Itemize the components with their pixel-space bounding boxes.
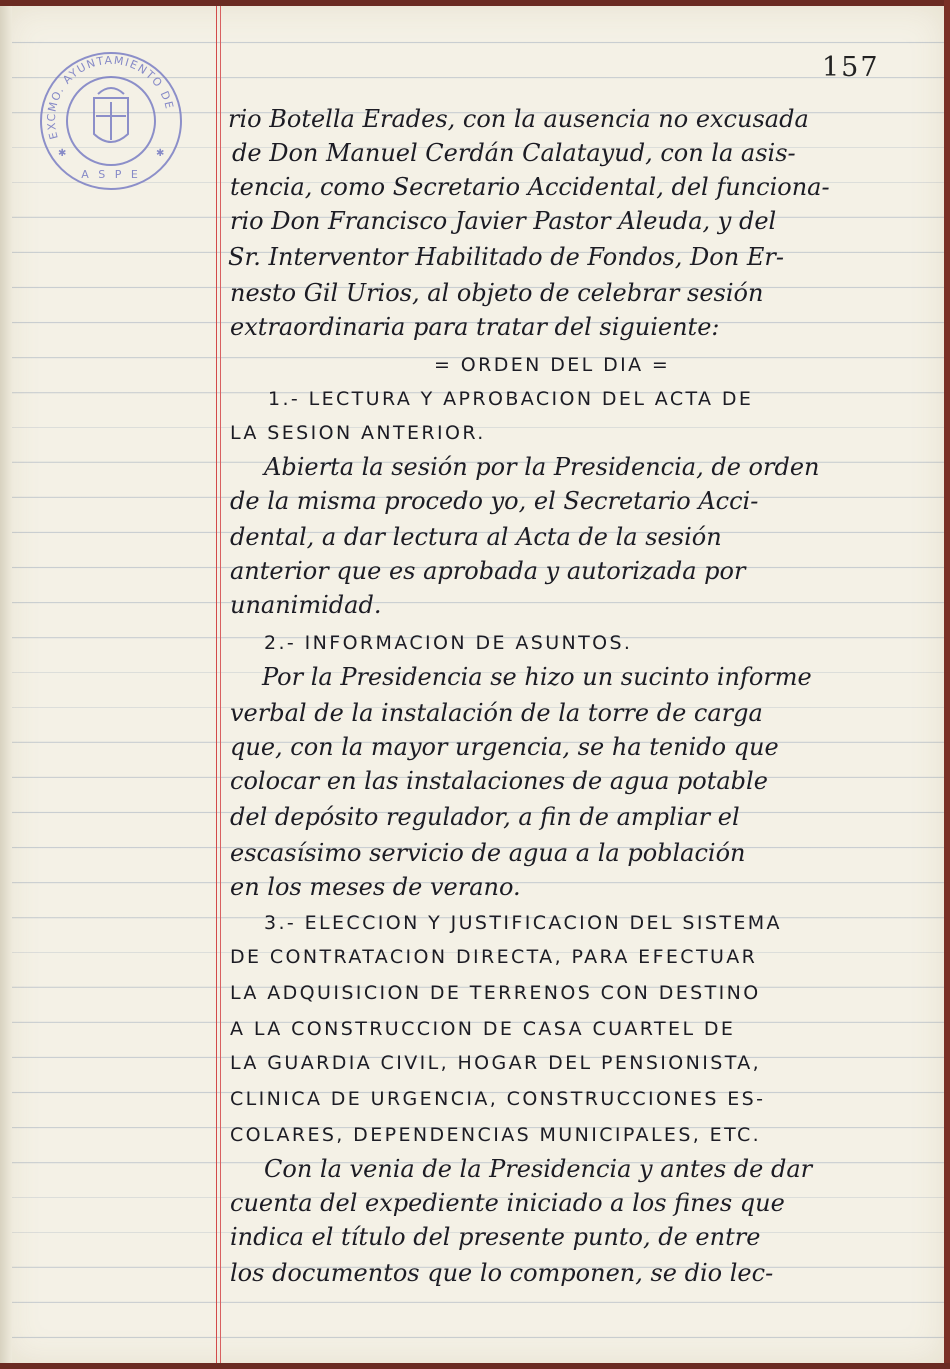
- text-line: colocar en las instalaciones de agua potable: [230, 767, 768, 795]
- agenda-item-title: 3.- ELECCION Y JUSTIFICACION DEL SISTEMA: [264, 912, 782, 934]
- page-edge-right: [944, 0, 950, 1369]
- text-line: Con la venia de la Presidencia y antes de dar: [264, 1155, 813, 1183]
- text-line: Abierta la sesión por la Presidencia, de orden: [264, 453, 820, 481]
- agenda-item-title: DE CONTRATACION DIRECTA, PARA EFECTUAR: [230, 946, 758, 968]
- text-line: anterior que es aprobada y autorizada por: [230, 557, 746, 585]
- text-line: nesto Gil Urios, al objeto de celebrar sesión: [230, 279, 764, 307]
- text-line: cuenta del expediente iniciado a los fines que: [230, 1189, 785, 1217]
- agenda-item-title: LA SESION ANTERIOR.: [230, 422, 486, 444]
- agenda-item-title: LA ADQUISICION DE TERRENOS CON DESTINO: [230, 982, 761, 1004]
- seal-star-icon: ✱: [58, 148, 67, 159]
- seal-star-icon: ✱: [156, 148, 165, 159]
- text-line: rio Don Francisco Javier Pastor Aleuda, y del: [230, 207, 777, 235]
- page-edge-bottom: [0, 1363, 950, 1369]
- text-line: Por la Presidencia se hizo un sucinto informe: [262, 663, 812, 691]
- agenda-item-title: 2.- INFORMACION DE ASUNTOS.: [264, 632, 633, 654]
- text-line: que, con la mayor urgencia, se ha tenido que: [230, 733, 779, 761]
- text-line: escasísimo servicio de agua a la población: [230, 839, 746, 867]
- page-edge-top: [0, 0, 950, 6]
- text-line: verbal de la instalación de la torre de carga: [230, 699, 763, 727]
- seal-bottom-text: A S P E: [81, 168, 141, 181]
- text-line: dental, a dar lectura al Acta de la sesión: [230, 523, 722, 551]
- text-line: unanimidad.: [230, 591, 382, 619]
- text-line: tencia, como Secretario Accidental, del funciona-: [230, 173, 830, 201]
- agenda-item-title: COLARES, DEPENDENCIAS MUNICIPALES, ETC.: [230, 1124, 762, 1146]
- agenda-heading: = ORDEN DEL DIA =: [434, 354, 671, 376]
- text-line: indica el título del presente punto, de entre: [230, 1223, 761, 1251]
- text-line: de Don Manuel Cerdán Calatayud, con la asis-: [232, 139, 796, 167]
- text-line: de la misma procedo yo, el Secretario Acci-: [230, 487, 759, 515]
- text-line: del depósito regulador, a fin de ampliar el: [230, 803, 740, 831]
- seal-ring-text: EXCMO. AYUNTAMIENTO DE: [44, 53, 177, 141]
- text-line: en los meses de verano.: [230, 873, 521, 901]
- agenda-item-title: CLINICA DE URGENCIA, CONSTRUCCIONES ES-: [230, 1088, 766, 1110]
- agenda-item-title: 1.- LECTURA Y APROBACION DEL ACTA DE: [268, 388, 754, 410]
- text-line: rio Botella Erades, con la ausencia no excusada: [228, 105, 809, 133]
- text-line: extraordinaria para tratar del siguiente:: [230, 313, 720, 341]
- text-line: los documentos que lo componen, se dio lec-: [230, 1259, 774, 1287]
- agenda-item-title: A LA CONSTRUCCION DE CASA CUARTEL DE: [230, 1018, 736, 1040]
- agenda-item-title: LA GUARDIA CIVIL, HOGAR DEL PENSIONISTA,: [230, 1052, 762, 1074]
- page-number: 157: [822, 52, 880, 83]
- text-line: Sr. Interventor Habilitado de Fondos, Don Er-: [228, 243, 784, 271]
